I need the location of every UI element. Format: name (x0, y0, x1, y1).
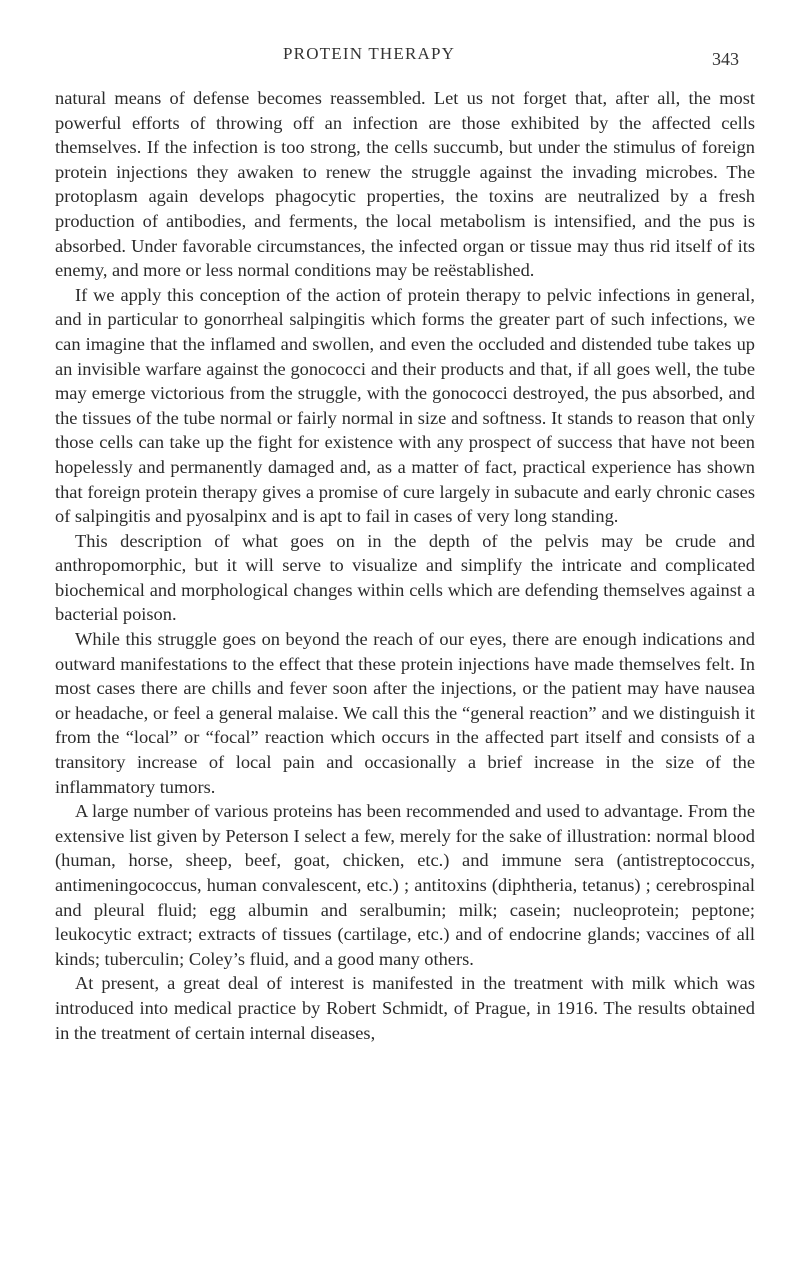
paragraph-continuation: natural means of defense becomes reassembled. Let us not forget that, after all, the most powerful efforts of throwing off an infection are those exhibited by the affected cells themselves. If the infection is too strong, the cells succumb, but under the stimulus of foreign protein injections they awaken to renew the struggle against the invading microbes. The protoplasm again develops phagocytic properties, the toxins are neutralized by a fresh production of antibodies, and ferments, the local metabolism is intensified, and the pus is absorbed. Under favorable circumstances, the infected organ or tissue may thus rid itself of its enemy, and more or less normal conditions may be reëstablished. (55, 88, 755, 281)
paragraph-reactions: While this struggle goes on beyond the reach of our eyes, there are enough indications and outward manifestations to the effect that these protein injections have made themselves felt. In most cases there are chills and fever soon after the injections, or the patient may have nausea or headache, or feel a general malaise. We call this the “general reaction” and we distinguish it from the “local” or “focal” reaction which occurs in the affected part itself and consists of a transitory increase of local pain and occasionally a brief increase in the size of the inflammatory tumors. (55, 629, 755, 797)
body-text (55, 86, 755, 1045)
paragraph-description: This description of what goes on in the depth of the pelvis may be crude and anthropomorphic, but it will serve to visualize and simplify the intricate and complicated biochemical and morphological changes within cells which are defending themselves against a bacterial poison. (55, 530, 755, 625)
paragraph-milk-treatment: At present, a great deal of interest is manifested in the treatment with milk which was introduced into medical practice by Robert Schmidt, of Prague, in 1916. The results obtained in the treatment of certain internal diseases, (55, 973, 755, 1043)
paragraph-pelvic-infections: If we apply this conception of the action of protein therapy to pelvic infections in general, and in particular to gonorrheal salpingitis which forms the greater part of such infections, we can imagine that the inflamed and swollen, and even the occluded and distended tube takes up an invisible warfare against the gonococci and their products and that, if all goes well, the tube may emerge victorious from the struggle, with the gonococci destroyed, the pus absorbed, and the tissues of the tube normal or fairly normal in size and softness. It stands to reason that only those cells can take up the fight for existence with any prospect of success that have not been hopelessly and permanently damaged and, as a matter of fact, practical experience has shown that foreign protein therapy gives a promise of cure largely in subacute and early chronic cases of salpingitis and pyosalpinx and is apt to fail in cases of very long standing. (55, 284, 755, 527)
running-title: PROTEIN THERAPY (283, 44, 456, 63)
page-number: 343 (712, 49, 739, 69)
paragraph-protein-list: A large number of various proteins has been recommended and used to advantage. From the extensive list given by Peterson I select a few, merely for the sake of illustration: normal blood (human, horse, sheep, beef, goat, chicken, etc.) and immune sera (antistreptococcus, antimeningococcus, human convalescent, etc.) ; antitoxins (diphtheria, tetanus) ; cerebrospinal and pleural fluid; egg albumin and seralbumin; milk; casein; nucleoprotein; peptone; leukocytic extract; extracts of tissues (cartilage, etc.) and of endocrine glands; vaccines of all kinds; tuberculin; Coley’s fluid, and a good many others. (55, 801, 755, 969)
running-head (0, 44, 800, 74)
